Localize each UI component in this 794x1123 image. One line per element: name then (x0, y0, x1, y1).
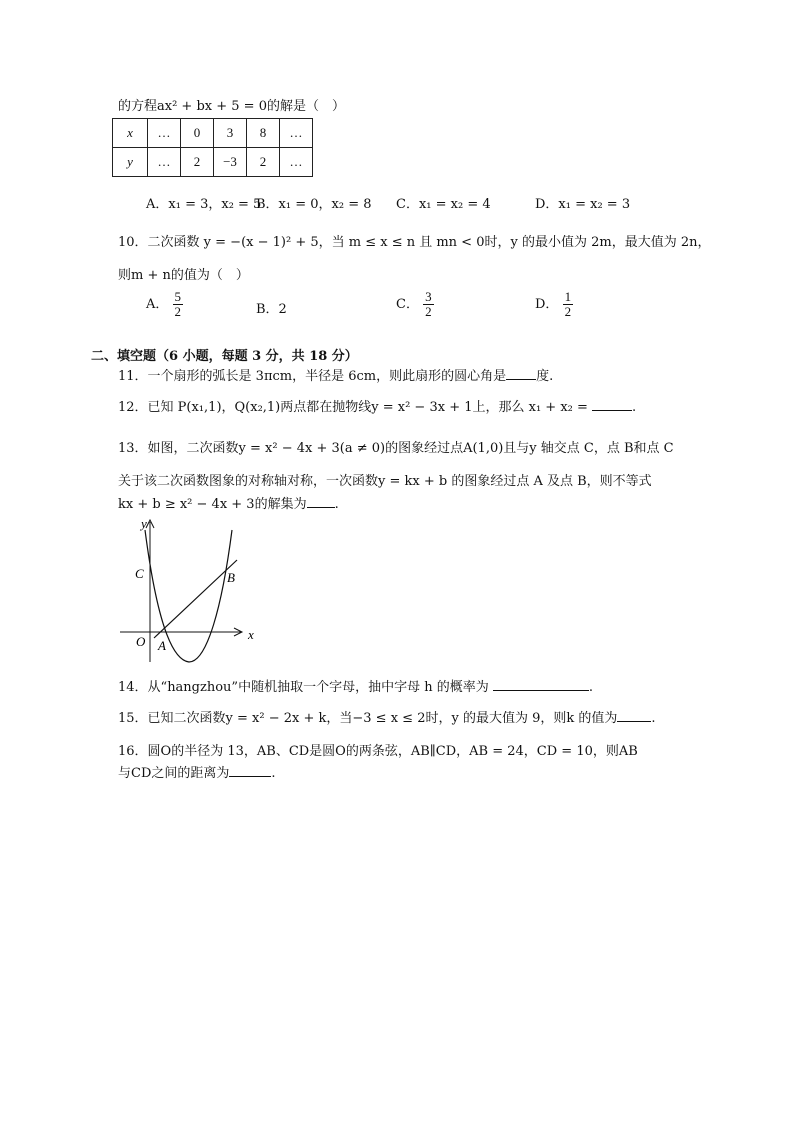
q10-line2: 则m + n的值为（ ） (118, 268, 249, 283)
q9-stem: 的方程ax² + bx + 5 = 0的解是（ ） (118, 99, 345, 114)
q9-option-c: C．x₁ = x₂ = 4 (396, 197, 491, 212)
q13-line1: 13．如图，二次函数y = x² − 4x + 3(a ≠ 0)的图象经过点A(1,0)且与y 轴交点 C，点 B和点 C (118, 441, 674, 456)
q13-line2: 关于该二次函数图象的对称轴对称，一次函数y = kx + b 的图象经过点 A 及点 B，则不等式 (118, 474, 652, 489)
option-label: A． (146, 297, 169, 312)
q16-line2 (118, 765, 276, 783)
answer-blank (307, 507, 335, 508)
q16-text: 与CD之间的距离为 (118, 766, 230, 781)
q14-tail: . (588, 680, 593, 695)
point-a-label: A (158, 638, 166, 653)
table-row (113, 119, 313, 148)
q15 (118, 710, 656, 728)
q11 (118, 368, 553, 386)
table-cell: 0 (181, 119, 214, 148)
table-cell: 2 (181, 148, 214, 177)
option-label: C． (396, 297, 419, 312)
y-axis-label: y (141, 516, 147, 531)
numerator: 3 (425, 289, 432, 304)
table-cell: … (148, 119, 181, 148)
q10-option-d (535, 290, 573, 319)
q9-option-d: D．x₁ = x₂ = 3 (535, 197, 631, 212)
option-label: D． (535, 297, 559, 312)
fraction (173, 290, 184, 319)
point-c-label: C (135, 566, 144, 581)
q14-text: 14．从“hangzhou”中随机抽取一个字母，抽中字母 h 的概率为 (118, 680, 489, 695)
denominator: 2 (425, 304, 432, 319)
fraction (423, 290, 434, 319)
q14 (118, 679, 593, 697)
numerator: 5 (174, 289, 182, 304)
table-cell: −3 (214, 148, 247, 177)
q9-value-table (112, 118, 313, 177)
q16-tail: . (271, 766, 276, 781)
q10-option-a (146, 290, 183, 319)
q12-tail: . (632, 400, 637, 415)
q12-text: 12．已知 P(x₁,1)，Q(x₂,1)两点都在抛物线y = x² − 3x + 1上，那么 x₁ + x₂ = (118, 400, 588, 415)
answer-blank (617, 721, 651, 722)
table-cell: … (148, 148, 181, 177)
table-row (113, 148, 313, 177)
fraction (563, 290, 574, 319)
table-cell: x (113, 119, 148, 148)
table-cell: 2 (247, 148, 280, 177)
x-axis-label: x (248, 627, 254, 642)
table-cell: … (280, 119, 313, 148)
table-cell: … (280, 148, 313, 177)
denominator: 2 (564, 304, 572, 319)
q12 (118, 399, 636, 417)
origin-label: O (136, 634, 146, 649)
parabola-figure (112, 512, 262, 672)
q11-tail: 度. (536, 369, 554, 384)
table-cell: y (113, 148, 148, 177)
q16-line1: 16．圆O的半径为 13，AB、CD是圆O的两条弦，AB∥CD，AB = 24，CD = 10，则AB (118, 744, 638, 759)
q9-option-a: A．x₁ = 3，x₂ = 5 (146, 197, 262, 212)
answer-blank (592, 410, 632, 411)
q13-tail: . (334, 497, 339, 512)
numerator: 1 (564, 289, 572, 304)
section-heading: 二、填空题（6 小题，每题 3 分，共 18 分） (91, 349, 358, 364)
denominator: 2 (174, 304, 182, 319)
q9-option-b: B．x₁ = 0，x₂ = 8 (256, 197, 372, 212)
table-cell: 3 (214, 119, 247, 148)
q11-text: 11．一个扇形的弧长是 3πcm，半径是 6cm，则此扇形的圆心角是 (118, 369, 507, 384)
answer-blank (506, 379, 536, 380)
q15-text: 15．已知二次函数y = x² − 2x + k，当−3 ≤ x ≤ 2时，y 的最大值为 9，则k 的值为 (118, 711, 618, 726)
line-ab (154, 560, 237, 638)
q10-option-c (396, 290, 434, 319)
q10-line1: 10．二次函数 y = −(x − 1)² + 5，当 m ≤ x ≤ n 且 mn < 0时，y 的最小值为 2m，最大值为 2n， (118, 235, 711, 250)
table-cell: 8 (247, 119, 280, 148)
point-b-label: B (227, 570, 235, 585)
q10-option-b: B．2 (256, 302, 287, 317)
answer-blank (493, 690, 589, 691)
q13-text: kx + b ≥ x² − 4x + 3的解集为 (118, 497, 307, 512)
q15-tail: . (651, 711, 656, 726)
answer-blank (229, 776, 271, 777)
